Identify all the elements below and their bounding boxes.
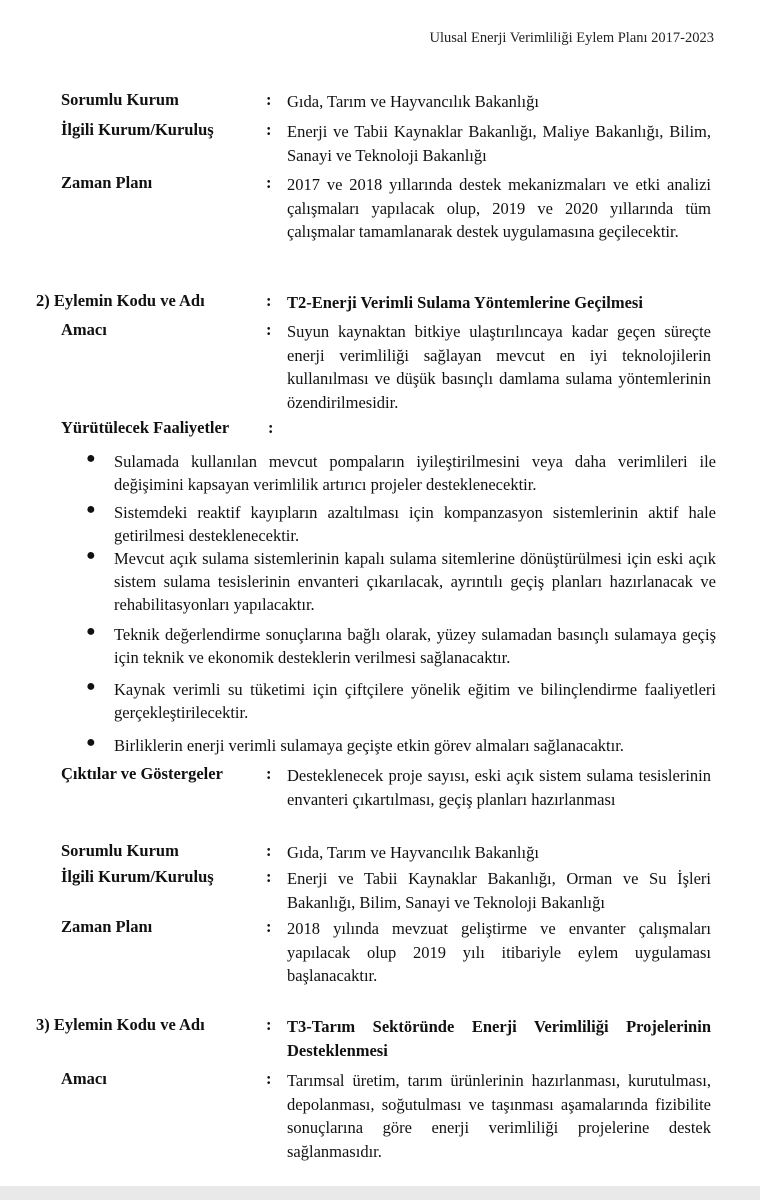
colon: :	[266, 90, 272, 109]
label-eylem-kodu: 2) Eylemin Kodu ve Adı	[36, 291, 205, 310]
label-sorumlu-kurum: Sorumlu Kurum	[61, 90, 179, 109]
colon: :	[266, 291, 272, 310]
value-sorumlu-kurum: Gıda, Tarım ve Hayvancılık Bakanlığı	[287, 843, 539, 862]
bullet-icon: ●	[86, 678, 96, 695]
colon: :	[266, 917, 272, 936]
colon: :	[266, 120, 272, 139]
colon: :	[266, 764, 272, 783]
list-item-text: Kaynak verimli su tüketimi için çiftçilere yönelik eğitim ve bilinçlendirme faaliyetleri gerçekleştirilecektir.	[114, 680, 716, 722]
page-header: Ulusal Enerji Verimliliği Eylem Planı 2017-2023	[429, 30, 714, 46]
list-item-text: Mevcut açık sulama sistemlerinin kapalı sulama sitemlerine dönüştürülmesi için eski açık sistem sulama tesislerinin envanteri çıkarılacak, ayrıntılı geçiş planları hazırlanacak ve rehabilitasyonları yapılacaktır.	[114, 549, 716, 614]
value-eylem-kodu: T3-Tarım Sektöründe Enerji Verimliliği Projelerinin Desteklenmesi	[287, 1017, 711, 1060]
value-ilgili-kurum: Enerji ve Tabii Kaynaklar Bakanlığı, Maliye Bakanlığı, Bilim, Sanayi ve Teknoloji Bakanlığı	[287, 122, 711, 165]
label-ciktilar: Çıktılar ve Göstergeler	[61, 764, 223, 783]
bullet-icon: ●	[86, 547, 96, 564]
list-item-text: Sulamada kullanılan mevcut pompaların iyileştirilmesini veya daha verimlileri ile değişimini kapsayan verimlilik artırıcı projeler desteklenecektir.	[114, 452, 716, 494]
colon: :	[266, 320, 272, 339]
page-bottom-edge	[0, 1186, 760, 1200]
colon: :	[266, 173, 272, 192]
label-zaman-plani: Zaman Planı	[61, 917, 153, 936]
label-amaci: Amacı	[61, 1069, 107, 1088]
list-item-text: Birliklerin enerji verimli sulamaya geçişte etkin görev almaları sağlanacaktır.	[114, 736, 624, 755]
bullet-icon: ●	[86, 734, 96, 751]
list-item-text: Sistemdeki reaktif kayıpların azaltılması için kompanzasyon sistemlerinin aktif hale getirilmesi desteklenecektir.	[114, 503, 716, 545]
value-zaman-plani: 2017 ve 2018 yıllarında destek mekanizmaları ve etki analizi çalışmaları yapılacak olup, 2019 ve 2020 yıllarında tüm çalışmalar tamamlanarak destek uygulamasına geçilecektir.	[287, 175, 711, 241]
value-eylem-kodu: T2-Enerji Verimli Sulama Yöntemlerine Geçilmesi	[287, 293, 643, 312]
label-eylem-kodu: 3) Eylemin Kodu ve Adı	[36, 1015, 205, 1034]
value-zaman-plani: 2018 yılında mevzuat geliştirme ve envanter çalışmaları yapılacak olup 2019 yılı itibariyle eylem uygulaması başlanacaktır.	[287, 919, 711, 985]
label-faaliyetler: Yürütülecek Faaliyetler	[61, 418, 230, 437]
bullet-icon: ●	[86, 623, 96, 640]
list-item-text: Teknik değerlendirme sonuçlarına bağlı olarak, yüzey sulamadan basınçlı sulamaya geçiş için teknik ve ekonomik desteklerin verilmesi sağlanacaktır.	[114, 625, 716, 667]
colon: :	[266, 1069, 272, 1088]
colon: :	[266, 867, 272, 886]
colon: :	[266, 841, 272, 860]
value-sorumlu-kurum: Gıda, Tarım ve Hayvancılık Bakanlığı	[287, 92, 539, 111]
colon: :	[268, 418, 274, 437]
value-ilgili-kurum: Enerji ve Tabii Kaynaklar Bakanlığı, Orman ve Su İşleri Bakanlığı, Bilim, Sanayi ve Teknoloji Bakanlığı	[287, 869, 711, 912]
label-sorumlu-kurum: Sorumlu Kurum	[61, 841, 179, 860]
colon: :	[266, 1015, 272, 1034]
value-amaci: Tarımsal üretim, tarım ürünlerinin hazırlanması, kurutulması, depolanması, soğutulması ve taşınması aşamalarında fizibilite sonuçlarına göre enerji verimliliği projelerine destek sağlanmasıdır.	[287, 1071, 711, 1161]
bullet-icon: ●	[86, 450, 96, 467]
label-ilgili-kurum: İlgili Kurum/Kuruluş	[61, 120, 214, 139]
value-ciktilar: Desteklenecek proje sayısı, eski açık sistem sulama tesislerinin envanteri çıkartılması, geçiş planları hazırlanması	[287, 766, 711, 809]
bullet-icon: ●	[86, 501, 96, 518]
label-amaci: Amacı	[61, 320, 107, 339]
label-zaman-plani: Zaman Planı	[61, 173, 153, 192]
value-amaci: Suyun kaynaktan bitkiye ulaştırılıncaya kadar geçen süreçte enerji verimliliği sağlayan mevcut en iyi teknolojilerin kullanılması ve düşük basınçlı damlama sulama yöntemlerinin özendirilmesidir.	[287, 322, 711, 412]
label-ilgili-kurum: İlgili Kurum/Kuruluş	[61, 867, 214, 886]
